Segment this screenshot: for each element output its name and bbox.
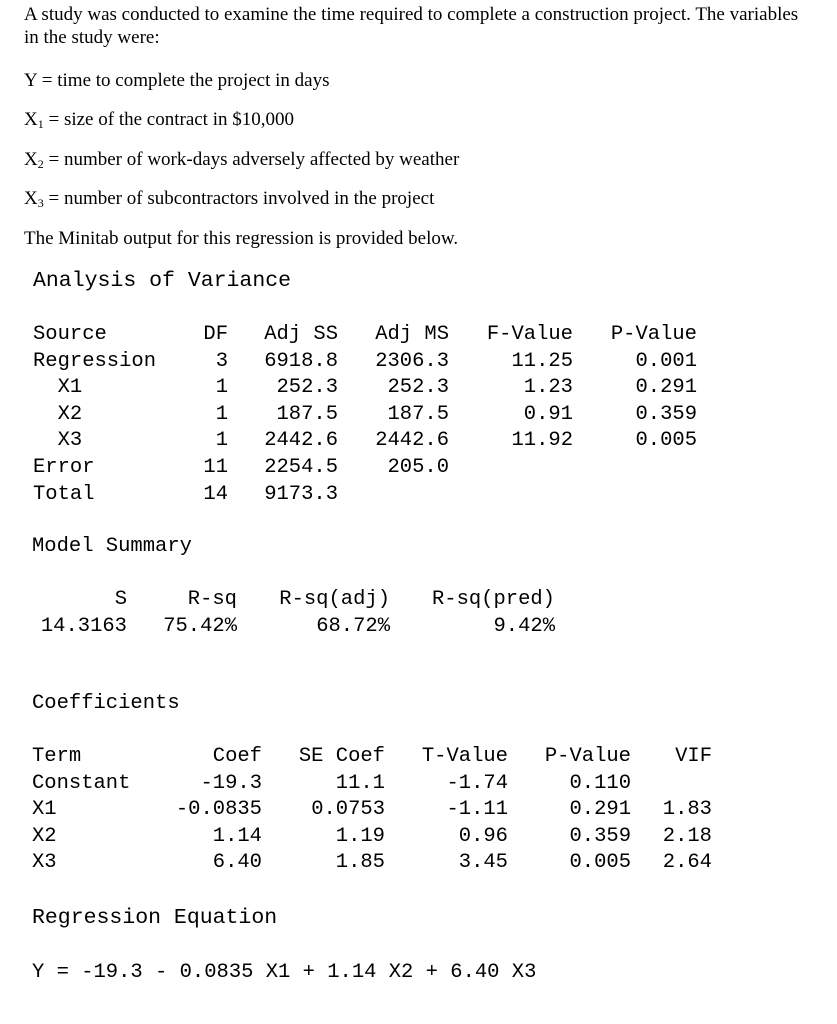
coef-se: 1.19 (335, 824, 385, 848)
anova-df: 1 (215, 402, 228, 426)
anova-header-adj-ss: Adj SS (264, 323, 338, 346)
model-summary-table (30, 587, 555, 640)
x1-definition: $X_1$ = size of the contract in $10,000 (24, 109, 294, 131)
anova-df: 14 (203, 482, 228, 506)
anova-adj-ms: 205.0 (387, 455, 449, 479)
x2-definition: $X_2$ = number of work-days adversely affected by weather (24, 149, 460, 171)
coef-header-se-coef: SE Coef (298, 745, 385, 768)
anova-f-value: 1.23 (523, 376, 573, 400)
coef-header-t-value: T-Value (421, 745, 508, 768)
coef-vif (631, 771, 712, 798)
anova-adj-ms: 2306.3 (375, 349, 449, 373)
anova-p-value: 0.291 (635, 376, 697, 400)
coef-value: 6.40 (212, 851, 262, 875)
model-summary-header-rsq: R-sq (187, 588, 237, 611)
coef-term: X1 (32, 798, 57, 822)
anova-p-value: 0.001 (635, 349, 697, 373)
anova-title: Analysis of Variance (33, 269, 292, 293)
anova-header-source: Source (33, 323, 107, 346)
anova-df: 3 (215, 349, 228, 373)
anova-adj-ss: 252.3 (276, 376, 338, 400)
coef-se: 0.0753 (311, 798, 385, 822)
anova-adj-ms: 2442.6 (375, 429, 449, 453)
anova-f-value: 0.91 (523, 402, 573, 426)
anova-f-value: 11.25 (511, 349, 573, 373)
coef-t-value: -1.11 (446, 798, 508, 822)
model-summary-header-row (30, 587, 555, 614)
anova-adj-ss: 2442.6 (264, 429, 338, 453)
model-summary-values-row (30, 614, 555, 641)
intro-paragraph: A study was conducted to examine the time required to complete a construction project. The variables in the study were: (24, 4, 799, 48)
coefficients-table (32, 744, 712, 877)
table-row (32, 797, 712, 824)
anova-source: Total (33, 482, 95, 506)
anova-header-f-value: F-Value (486, 323, 573, 346)
anova-p-value (573, 455, 697, 482)
coef-vif: 2.64 (662, 851, 712, 875)
anova-df: 1 (215, 376, 228, 400)
coef-header-coef: Coef (212, 745, 262, 768)
anova-header-p-value: P-Value (610, 323, 697, 346)
table-row (32, 771, 712, 798)
anova-header-df: DF (203, 323, 228, 346)
x3-definition: $X_3$ = number of subcontractors involved in the project (24, 188, 435, 210)
coef-vif: 1.83 (662, 798, 712, 822)
anova-adj-ss: 187.5 (276, 402, 338, 426)
coef-se: 1.85 (335, 851, 385, 875)
model-summary-title: Model Summary (32, 535, 192, 558)
anova-f-value: 11.92 (511, 429, 573, 453)
anova-source: Regression (33, 349, 157, 373)
coef-value: 1.14 (212, 824, 262, 848)
table-row (33, 428, 697, 455)
coefficients-title: Coefficients (32, 692, 180, 715)
model-summary-header-s: S (114, 588, 127, 611)
anova-df: 11 (203, 455, 228, 479)
coef-header-term: Term (32, 745, 82, 768)
anova-header-row (33, 322, 697, 349)
coef-p-value: 0.359 (569, 824, 631, 848)
table-row (33, 482, 697, 509)
anova-table (33, 322, 697, 508)
coef-p-value: 0.291 (569, 798, 631, 822)
table-row (33, 455, 697, 482)
coef-header-vif: VIF (675, 745, 712, 768)
coef-vif: 2.18 (662, 824, 712, 848)
coef-t-value: 0.96 (458, 824, 508, 848)
anova-f-value (449, 455, 573, 482)
coef-p-value: 0.005 (569, 851, 631, 875)
anova-adj-ss: 6918.8 (264, 349, 338, 373)
coef-term: X2 (32, 824, 57, 848)
regression-equation-title: Regression Equation (32, 906, 278, 930)
model-summary-s: 14.3163 (40, 614, 127, 638)
anova-df: 1 (215, 429, 228, 453)
coef-t-value: -1.74 (446, 771, 508, 795)
model-summary-rsq: 75.42% (163, 614, 237, 638)
anova-p-value: 0.005 (635, 429, 697, 453)
table-row (32, 850, 712, 877)
anova-source: X2 (33, 402, 83, 426)
model-summary-header-rsq-adj: R-sq(adj) (279, 588, 390, 611)
table-row (33, 402, 697, 429)
table-row (33, 375, 697, 402)
coef-t-value: 3.45 (458, 851, 508, 875)
model-summary-rsq-pred: 9.42% (493, 614, 555, 638)
coef-term: Constant (32, 771, 131, 795)
y-definition: Y = time to complete the project in days (24, 70, 330, 91)
anova-adj-ms: 252.3 (387, 376, 449, 400)
coef-header-p-value: P-Value (544, 745, 631, 768)
anova-source: Error (33, 455, 95, 479)
coefficients-header-row (32, 744, 712, 771)
coef-se: 11.1 (335, 771, 385, 795)
coef-term: X3 (32, 851, 57, 875)
anova-p-value (573, 482, 697, 509)
anova-header-adj-ms: Adj MS (375, 323, 449, 346)
anova-source: X1 (33, 376, 83, 400)
anova-adj-ms: 187.5 (387, 402, 449, 426)
regression-equation: Y = -19.3 - 0.0835 X1 + 1.14 X2 + 6.40 X3 (32, 961, 537, 984)
table-row (32, 824, 712, 851)
model-summary-rsq-adj: 68.72% (316, 614, 390, 638)
coef-value: -19.3 (200, 771, 262, 795)
table-row (33, 349, 697, 376)
anova-adj-ss: 9173.3 (264, 482, 338, 506)
anova-adj-ms (338, 482, 449, 509)
anova-p-value: 0.359 (635, 402, 697, 426)
coef-p-value: 0.110 (569, 771, 631, 795)
anova-f-value (449, 482, 573, 509)
coef-value: -0.0835 (175, 798, 262, 822)
minitab-note: The Minitab output for this regression is provided below. (24, 228, 459, 249)
anova-source: X3 (33, 429, 83, 453)
anova-adj-ss: 2254.5 (264, 455, 338, 479)
model-summary-header-rsq-pred: R-sq(pred) (431, 588, 555, 611)
